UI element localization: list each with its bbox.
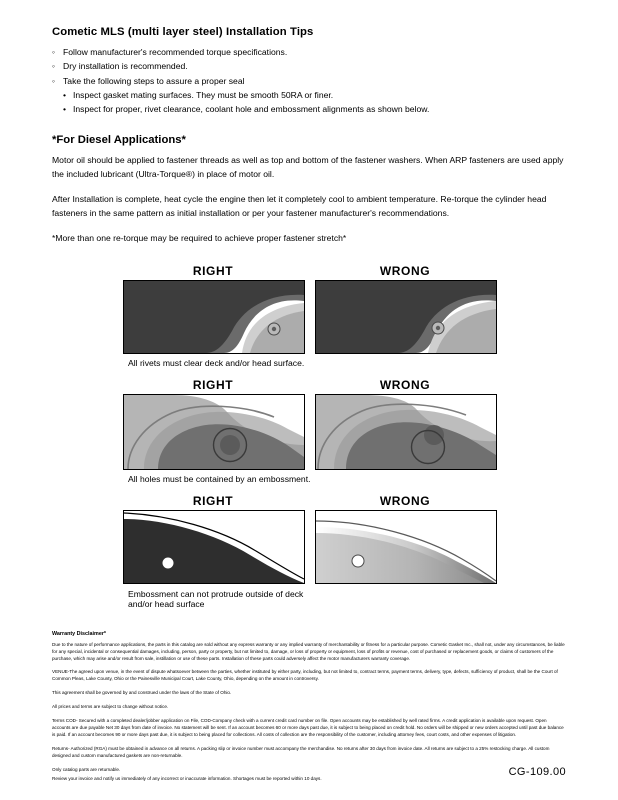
warranty-paragraph: VENUE-The agreed upon venue, in the event of dispute whatsoever between the parties, whether instituted by either party, including, but not limited to, contract terms, payment terms, delivery, type, defects, sufficiency of product, shall be the Court of Common Pleas, Lake County, Ohio or the Painesville Municipal Court, Lake County, Ohio, depending on the amount in controversy. (52, 669, 558, 682)
installation-sub-list (52, 89, 566, 117)
warranty-paragraph: Returns- Authorized (RGA) must be obtained in advance on all returns. A packing slip or invoice number must accompany the merchandise. No returns after 30 days from invoice date. All returns are subject to a 25% restocking charge. All custom designed and custom manufactured gaskets are non-returnable. (52, 746, 550, 759)
warranty-section (52, 631, 566, 784)
figure-label-wrong: WRONG (379, 493, 431, 508)
figure-label-wrong: WRONG (379, 377, 431, 392)
warranty-paragraph: Due to the nature of performance applications, the parts in this catalog are sold without any express warranty or any implied warranty of merchantability or fitness for a particular purpose. Cometic Gasket Inc., shall not, under any circumstances, be liable for any special, incidental or consequential damages, including, person, party or property, but not limited to, damage, or loss of property or equipment, loss of profits or revenue, cost of purchased or replacement goods, or claims of customers of the purchase, which may arise and/or result from sale, instillation or use of these parts. Installation of these parts could adversely affect the motor manufacturers warranty coverage. (52, 641, 565, 661)
figure-label-right: RIGHT (192, 377, 234, 392)
figures-section (52, 264, 566, 609)
diesel-section-heading: *For Diesel Applications* (52, 134, 186, 147)
rivet-right-illustration (124, 281, 304, 353)
paragraph-heat-cycle: After Installation is complete, heat cycle the engine then let it completely cool to ambient temperature. Re-torque the cylinder head fasteners in the same pattern as initial installation or per your fastener manufacturer's recommendations. (52, 194, 547, 219)
figure-image-coolant-wrong (315, 394, 497, 470)
figure-caption-protrusion-line2: and/or head surface (128, 598, 205, 609)
figure-image-rivet-wrong (315, 280, 497, 354)
list-item: • Inspect for proper, rivet clearance, coolant hole and embossment alignments as shown below. (63, 103, 566, 117)
rivet-wrong-illustration (316, 281, 496, 353)
paragraph-motor-oil: Motor oil should be applied to fastener threads as well as top and bottom of the fastener washers. When ARP fasteners are used apply the included lubricant (Ultra-Torque®) in place of motor oil. (52, 155, 564, 180)
figure-caption-rivet: All rivets must clear deck and/or head surface. (128, 357, 305, 368)
figure-group-rivet-clearance (52, 264, 566, 368)
coolant-right-illustration (124, 395, 304, 469)
list-item: • Inspect gasket mating surfaces. They must be smooth 50RA or finer. (63, 89, 566, 103)
figure-caption-coolant: All holes must be contained by an embossment. (128, 473, 311, 484)
figure-rivet-right (123, 264, 303, 354)
page-title: Cometic MLS (multi layer steel) Installation Tips (52, 26, 314, 38)
warranty-paragraph: Review your invoice and notify us immediately of any incorrect or inaccurate information. Shortages must be reported within 10 days. (52, 776, 322, 782)
figure-label-right: RIGHT (192, 263, 234, 278)
figure-group-coolant-hole (52, 378, 566, 484)
figure-group-embossment-protrusion (52, 494, 566, 609)
list-item: ◦ Follow manufacturer's recommended torque specifications. (52, 46, 566, 60)
installation-tips-list (52, 46, 566, 89)
figure-coolant-wrong (315, 378, 495, 470)
figure-image-protrusion-wrong (315, 510, 497, 584)
figure-rivet-wrong (315, 264, 495, 354)
warranty-heading: Warranty Disclaimer* (52, 630, 107, 637)
warranty-paragraph: This agreement shall be governed by and construed under the laws of the State of Ohio. (52, 690, 232, 696)
figure-image-coolant-right (123, 394, 305, 470)
list-item: ◦ Take the following steps to assure a proper seal (52, 75, 566, 89)
figure-label-right: RIGHT (192, 493, 234, 508)
figure-image-rivet-right (123, 280, 305, 354)
document-number: CG-109.00 (508, 766, 566, 778)
paragraph-retorque-note: *More than one re-torque may be required to achieve proper fastener stretch* (52, 233, 347, 244)
warranty-paragraph: All prices and terms are subject to change without notice. (52, 704, 169, 710)
coolant-wrong-illustration (316, 395, 496, 469)
protrusion-wrong-illustration (316, 511, 496, 583)
figure-label-wrong: WRONG (379, 263, 431, 278)
figure-protrusion-wrong (315, 494, 495, 584)
figure-coolant-right (123, 378, 303, 470)
figure-caption-protrusion-line1: Embossment can not protrude outside of deck (128, 588, 304, 599)
protrusion-right-illustration (124, 511, 304, 583)
warranty-paragraph: Terms COD- Secured with a completed dealer/jobber application on File, COD-Company check with a current credit card number on file. Open accounts may be established by well rated firms. A credit application is available upon request. Open accounts are due payable Net 30 days from date of invoice. No statement will be sent. If an account becomes 60 or more days past due, it is subject to being placed on credit hold. No orders will be shipped or new orders accepted until past due balance is paid. If an account becomes 90 or more days past due, it is subject to being placed for collections. All costs of collection are the responsibility of the customer, including attorney fees, court costs, and other expenses of litigation. (52, 718, 564, 738)
figure-image-protrusion-right (123, 510, 305, 584)
warranty-paragraph: Only catalog parts are returnable. (52, 767, 121, 773)
figure-protrusion-right (123, 494, 303, 584)
list-item: ◦ Dry installation is recommended. (52, 60, 566, 74)
